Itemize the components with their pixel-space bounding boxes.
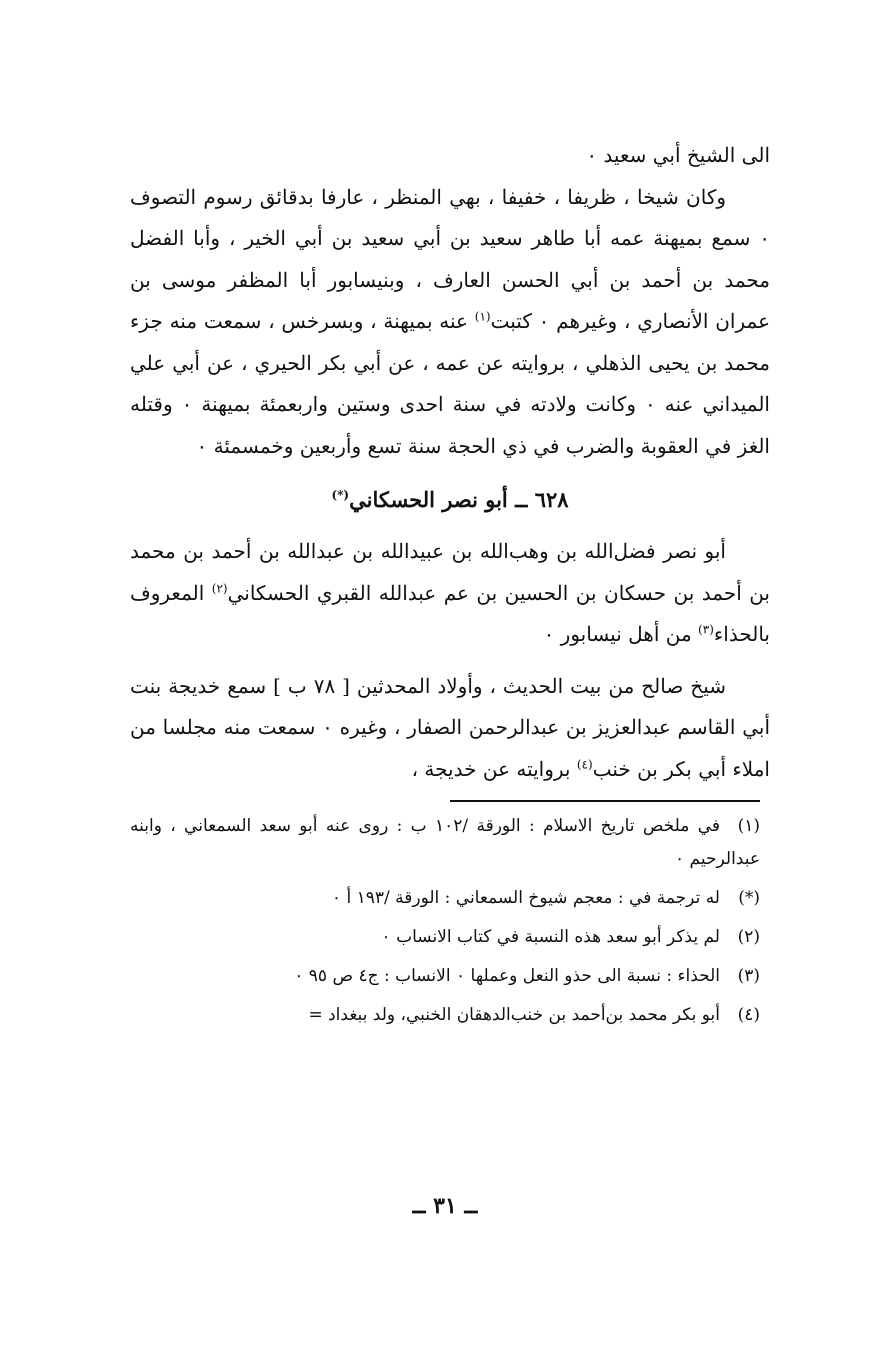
name-text-a: أبو نصر فضل‌الله بن وهب‌الله بن عبيدالله بن عبدالله بن أحمد بن محمد بن أحمد بن حسكان بن الحسين بن عم عبدالله القبري الحسكاني <box>130 539 771 605</box>
footnote-text: في ملخص تاريخ الاسلام : الورقة /١٠٢ ب : روى عنه أبو سعد السمعاني ، وابنه عبدالرحيم ٠ <box>130 816 760 869</box>
footnote-item <box>130 921 770 954</box>
footnote-number: (١) <box>737 816 760 836</box>
entry-body-text-b: عنه بميهنة ، وبسرخس ، سمعت منه جزء محمد بن يحيى الذهلي ، بروايته عن عمه ، عن أبي بكر الحيري ، عن أبي علي الميداني عنه ٠ وكانت ولادته في سنة احدى وستين واربعمئة بميهنة ٠ وقتله الغز في العقوبة والضرب في ذي الحجة سنة تسع وأربعين وخمسمئة ٠ <box>130 309 770 458</box>
entry-name-paragraph <box>130 531 770 656</box>
entry-bio-paragraph <box>130 666 770 791</box>
footnote-text: أبو بكر محمد بن‌أحمد بن خنب‌الدهقان الخنبي، ولد ببغداد = <box>308 1005 720 1025</box>
footnote-number: (٣) <box>737 966 760 986</box>
footnote-text: له ترجمة في : معجم شيوخ السمعاني : الورقة /١٩٣ أ ٠ <box>331 888 720 908</box>
page-body <box>130 135 770 1038</box>
footnote-ref-3: (٣) <box>698 622 714 637</box>
page-number: ــ ٣١ ــ <box>412 1193 478 1219</box>
entry-body-text-a: وكان شيخا ، ظريفا ، خفيفا ، بهي المنظر ، عارفا بدقائق رسوم التصوف ٠ سمع بميهنة عمه أبا طاهر سعيد بن أبي سعيد بن أبي الخير ، وأبا الفضل محمد بن أحمد بن أبي الحسن العارف ، وبنيسابور أبا المظفر موسى بن عمران الأنصاري ، وغيرهم ٠ كتبت <box>130 184 771 333</box>
heading-footnote-ref: (*) <box>331 488 350 502</box>
name-text-b: المعروف بالحذاء <box>130 580 770 646</box>
bio-text-b: بروايته عن خديجة ، <box>411 756 571 781</box>
footnote-number: (٤) <box>737 1005 760 1025</box>
footnote-ref-2: (٢) <box>211 580 228 595</box>
footnote-item <box>130 999 770 1032</box>
footnote-item <box>130 882 770 915</box>
footnotes-section <box>130 810 770 1032</box>
footnote-divider <box>450 800 760 802</box>
entry-heading <box>130 485 770 515</box>
footnote-number: (٢) <box>737 927 760 947</box>
footnote-text: لم يذكر أبو سعد هذه النسبة في كتاب الانساب ٠ <box>381 927 720 947</box>
footnote-item <box>130 960 770 993</box>
bio-text-a: شيخ صالح من بيت الحديث ، وأولاد المحدثين [ ٧٨ ب ] سمع خديجة بنت أبي القاسم عبدالعزيز بن عبدالرحمن الصفار ، وغيره ٠ سمعت منه مجلسا من املاء أبي بكر بن خنب <box>130 673 771 781</box>
entry-heading-text: ٦٢٨ ــ أبو نصر الحسكاني <box>349 487 569 512</box>
entry-body-paragraph <box>130 177 770 468</box>
footnote-ref-1: (١) <box>474 309 491 324</box>
footnote-number: (*) <box>738 888 760 908</box>
intro-line: الى الشيخ أبي سعيد ٠ <box>586 143 770 167</box>
footnote-text: الحذاء : نسبة الى حذو النعل وعملها ٠ الانساب : ج٤ ص ٩٥ ٠ <box>294 966 720 986</box>
name-text-c: من أهل نيسابور ٠ <box>543 622 692 646</box>
footnote-ref-4: (٤) <box>576 756 593 771</box>
footnote-item <box>130 810 770 876</box>
